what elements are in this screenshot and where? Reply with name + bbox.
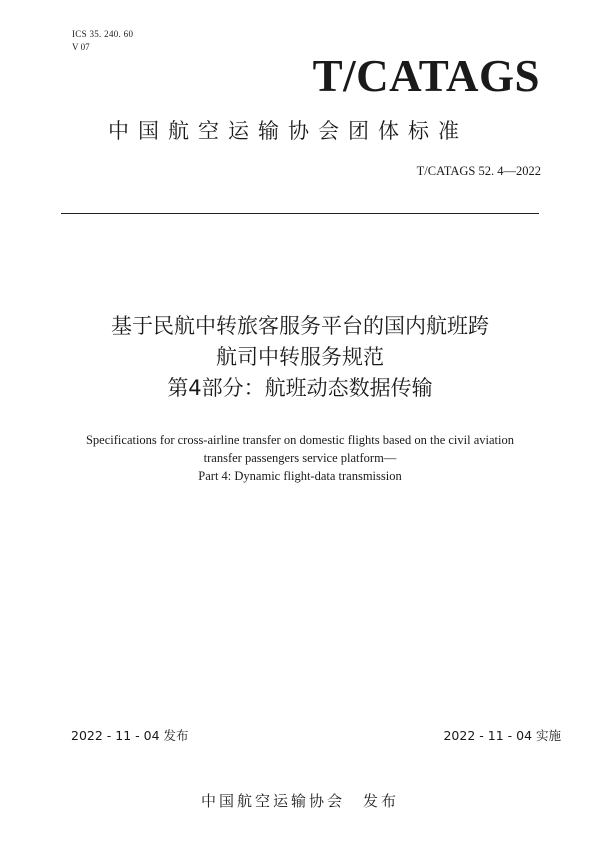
standard-brand: T/CATAGS xyxy=(312,51,540,101)
header-divider xyxy=(61,213,539,214)
title-en-line-1: Specifications for cross-airline transfer on domestic flights based on the civil aviation xyxy=(85,433,514,447)
publisher-line xyxy=(0,791,600,811)
ccs-code: V 07 xyxy=(72,42,90,52)
organization-line: 中国航空运输协会团体标准 xyxy=(108,119,468,143)
title-zh-line-3: 第4部分：航班动态数据传输 xyxy=(167,376,433,400)
issue-date: 2022 - 11 - 04 发布 xyxy=(71,728,189,743)
publisher-name: 中国航空运输协会 xyxy=(200,792,345,810)
english-title xyxy=(0,431,600,485)
title-zh-line-2: 航司中转服务规范 xyxy=(216,345,384,369)
title-en-line-3: Part 4: Dynamic flight-data transmission xyxy=(198,469,402,483)
title-en-line-2: transfer passengers service platform— xyxy=(203,451,397,465)
ics-code: ICS 35. 240. 60 xyxy=(72,29,134,39)
title-zh-line-1: 基于民航中转旅客服务平台的国内航班跨 xyxy=(111,314,489,338)
chinese-title xyxy=(0,311,600,404)
publish-label: 发布 xyxy=(363,792,400,810)
implementation-date: 2022 - 11 - 04 实施 xyxy=(443,728,561,743)
standard-number: T/CATAGS 52. 4—2022 xyxy=(416,164,541,178)
